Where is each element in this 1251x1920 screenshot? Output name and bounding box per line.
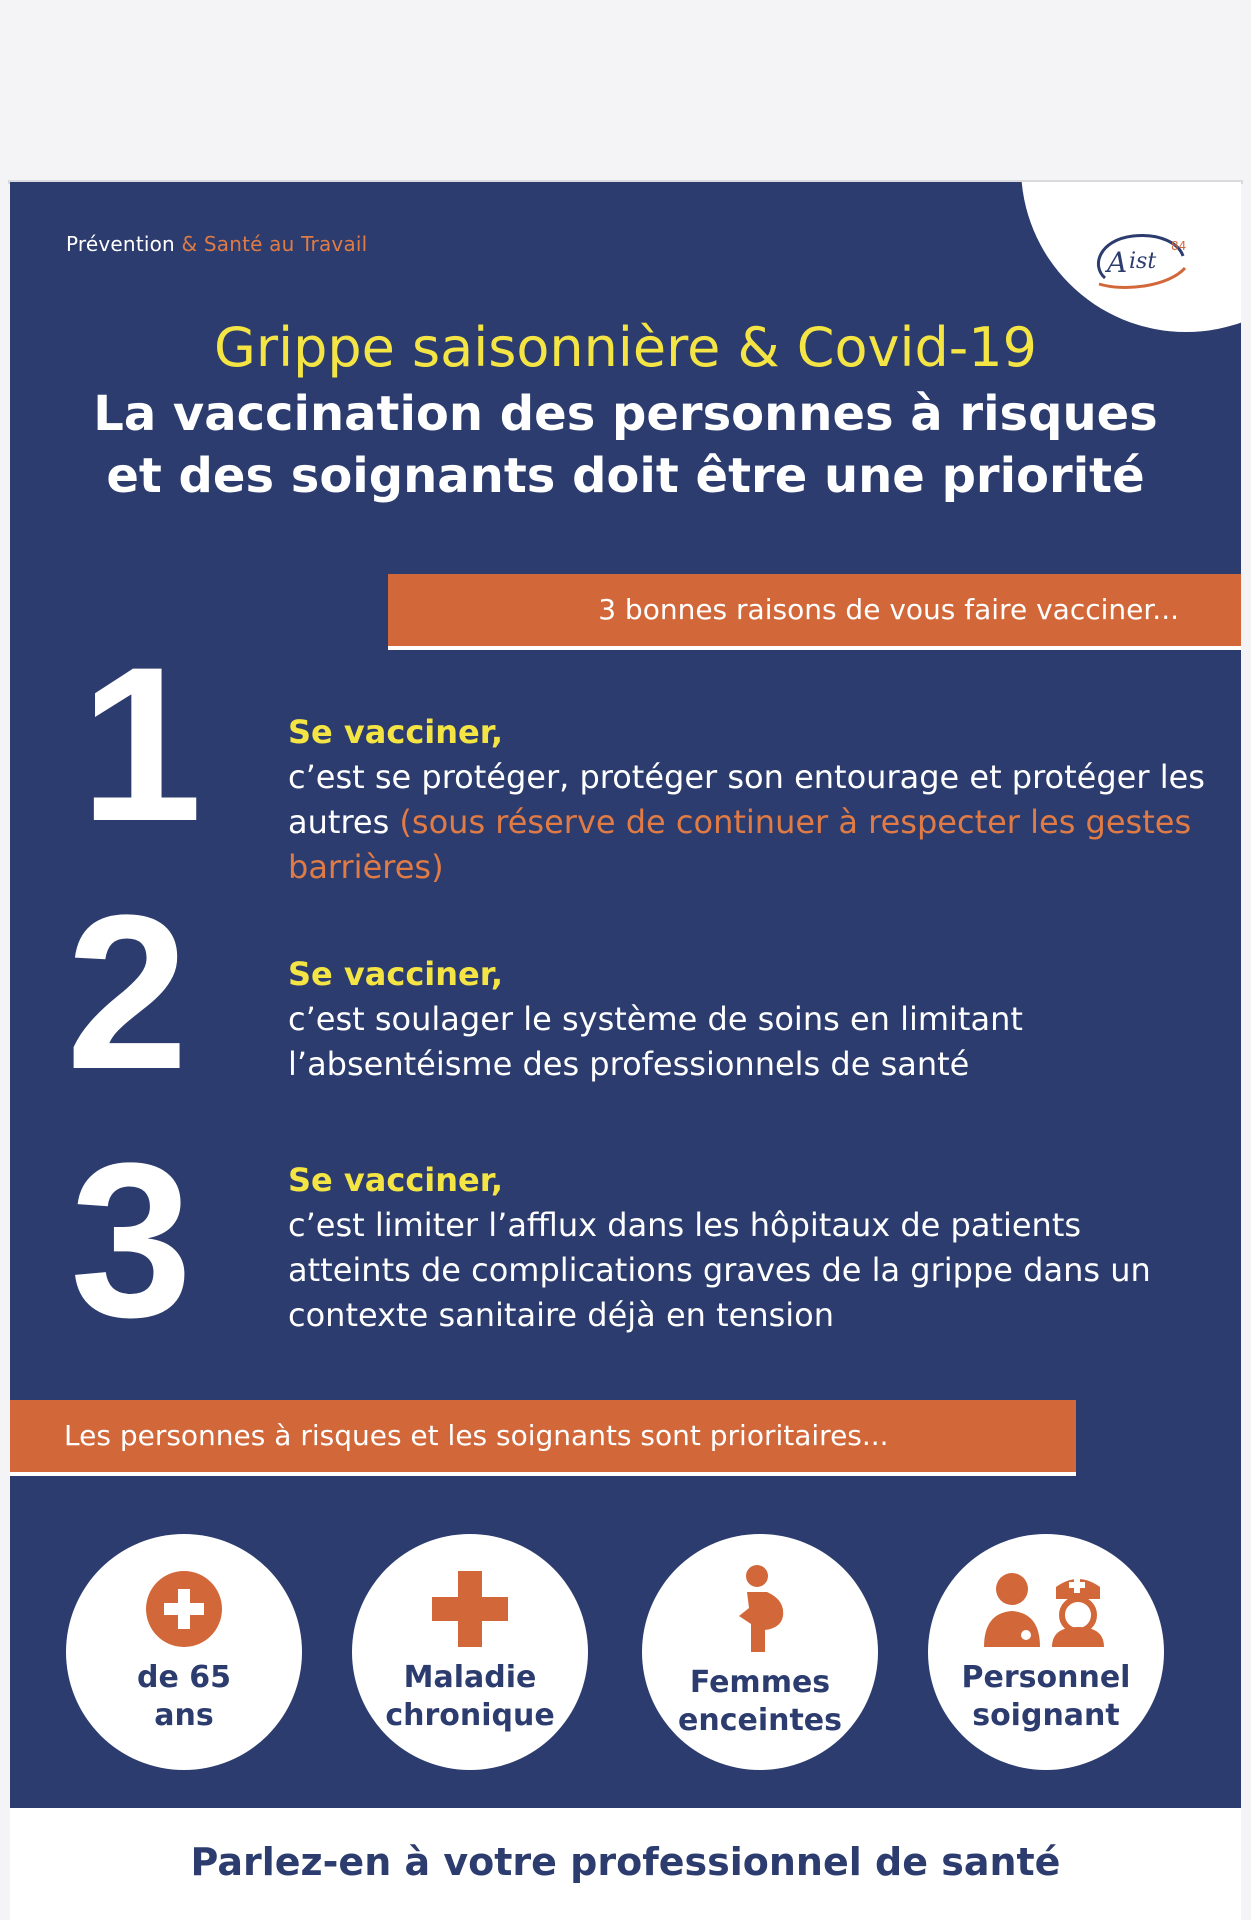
svg-text:ist: ist [1129, 249, 1157, 274]
kicker-primary: Prévention [66, 232, 175, 256]
reason-1-text: c’est se protéger, protéger son entourage et protéger les autres [288, 758, 1205, 841]
pregnant-woman-icon [725, 1564, 795, 1654]
poster [10, 182, 1241, 1920]
aist-logo [1085, 226, 1195, 296]
reasons-banner: 3 bonnes raisons de vous faire vacciner... [388, 574, 1241, 646]
footer [10, 1808, 1241, 1920]
group-pregnant-women [642, 1534, 878, 1770]
reason-2-lead: Se vacciner, [288, 955, 503, 993]
reason-number-1: 1 [80, 621, 203, 867]
healthcare-staff-icon [976, 1569, 1116, 1649]
svg-text:A: A [1107, 246, 1128, 279]
reason-2-text: c’est soulager le système de soins en limitant l’absentéisme des professionnels de santé [288, 1000, 1023, 1083]
plus-circle-icon [144, 1569, 224, 1649]
svg-text:84: 84 [1171, 239, 1187, 253]
title-line-2: La vaccination des personnes à risques [93, 386, 1158, 442]
reason-number-3: 3 [70, 1117, 193, 1363]
medical-cross-icon [430, 1569, 510, 1649]
reason-1-note: (sous réserve de continuer à respecter les gestes barrières) [288, 803, 1192, 886]
priority-banner: Les personnes à risques et les soignants sont prioritaires... [10, 1400, 1076, 1472]
group-healthcare-staff [928, 1534, 1164, 1770]
title-line-3: et des soignants doit être une priorité [106, 448, 1145, 504]
kicker-accent: & Santé au Travail [181, 232, 368, 256]
group-chronic-label: Maladie chronique [385, 1660, 555, 1733]
group-seniors [66, 1534, 302, 1770]
reason-2 [288, 952, 1208, 1087]
reason-number-2: 2 [66, 869, 189, 1115]
reason-1-lead: Se vacciner, [288, 713, 503, 751]
reason-3 [288, 1158, 1208, 1338]
title-line-1: Grippe saisonnière & Covid-19 [214, 316, 1037, 379]
group-chronic-illness [352, 1534, 588, 1770]
group-seniors-label: de 65 ans [136, 1660, 231, 1733]
reason-1 [288, 710, 1208, 890]
group-staff-label: Personnel soignant [961, 1660, 1131, 1733]
header-kicker [66, 232, 367, 256]
reason-3-text: c’est limiter l’afflux dans les hôpitaux de patients atteints de complications graves de la grippe dans un contexte sanitaire déjà en tension [288, 1206, 1151, 1334]
group-pregnant-label: Femmes enceintes [677, 1665, 843, 1738]
reason-3-lead: Se vacciner, [288, 1161, 503, 1199]
footer-cta: Parlez-en à votre professionnel de santé [190, 1840, 1061, 1884]
